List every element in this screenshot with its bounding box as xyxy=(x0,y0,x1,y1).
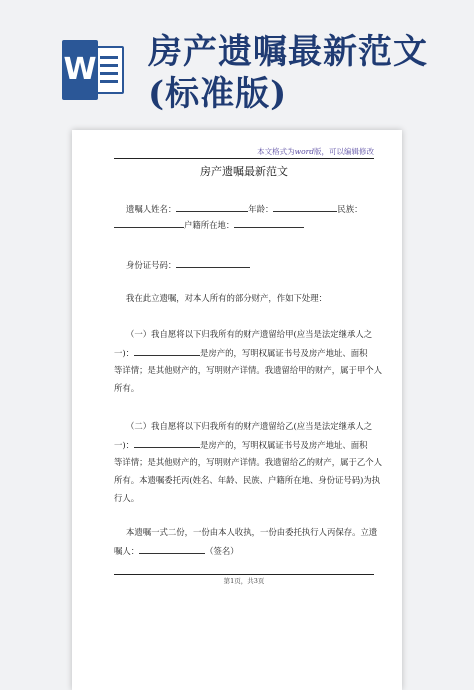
document-title: 房产遗嘱最新范文 xyxy=(200,165,288,178)
age-blank xyxy=(273,202,337,212)
page-subtitle: (标准版) xyxy=(148,74,288,114)
clause-2-line-3: 等详情；是其他财产的，写明财产详情。我遗留给乙的财产，属于乙个人 xyxy=(114,457,382,467)
word-document-icon xyxy=(62,40,126,100)
id-number-line: 身份证号码： xyxy=(114,258,374,271)
footer-rule xyxy=(114,574,374,575)
intro-line: 我在此立遗嘱，对本人所有的部分财产，作如下处理： xyxy=(126,293,327,303)
clause-1-line-4: 所有。 xyxy=(114,383,140,393)
header-banner xyxy=(0,0,474,128)
clause-2-line-2: 一)： 是房产的，写明权属证书号及房产地址、面积 xyxy=(114,440,368,450)
clause-2-blank xyxy=(134,438,200,448)
format-notice: 本文格式为word版，可以编辑修改 xyxy=(257,147,374,156)
page-title: 房产遗嘱最新范文 xyxy=(148,32,428,72)
clause-2-line-5: 行人。 xyxy=(114,493,140,503)
logo-letter: W xyxy=(62,40,98,100)
document-body xyxy=(114,130,382,690)
domicile-blank xyxy=(234,218,304,228)
clause-1-line-3: 等详情；是其他财产的，写明财产详情。我遗留给甲的财产，属于甲个人 xyxy=(114,365,382,375)
signature-blank xyxy=(139,544,205,554)
testator-info-line: 遗嘱人姓名： 年龄： 民族： xyxy=(126,204,363,214)
name-blank xyxy=(176,202,248,212)
header-rule xyxy=(114,158,374,159)
page-number: 第1页，共3页 xyxy=(223,577,265,585)
signature-line: 嘱人： （签名） xyxy=(114,546,239,556)
id-number-blank xyxy=(176,258,250,268)
clause-2-line-4: 所有。本遗嘱委托丙(姓名、年龄、民族、户籍所在地、身份证号码)为执 xyxy=(114,475,381,485)
clause-1-line-1: （一）我自愿将以下归我所有的财产遗留给甲(应当是法定继承人之 xyxy=(126,329,373,339)
ethnicity-blank xyxy=(114,218,184,228)
clause-1-line-2: 一)： 是房产的，写明权属证书号及房产地址、面积 xyxy=(114,348,368,358)
domicile-line: 户籍所在地： xyxy=(114,218,374,231)
closing-line-1: 本遗嘱一式二份，一份由本人收执，一份由委托执行人丙保存。立遗 xyxy=(126,527,378,537)
clause-2-line-1: （二）我自愿将以下归我所有的财产遗留给乙(应当是法定继承人之 xyxy=(126,421,373,431)
clause-1-blank xyxy=(134,346,200,356)
document-page xyxy=(72,130,402,690)
